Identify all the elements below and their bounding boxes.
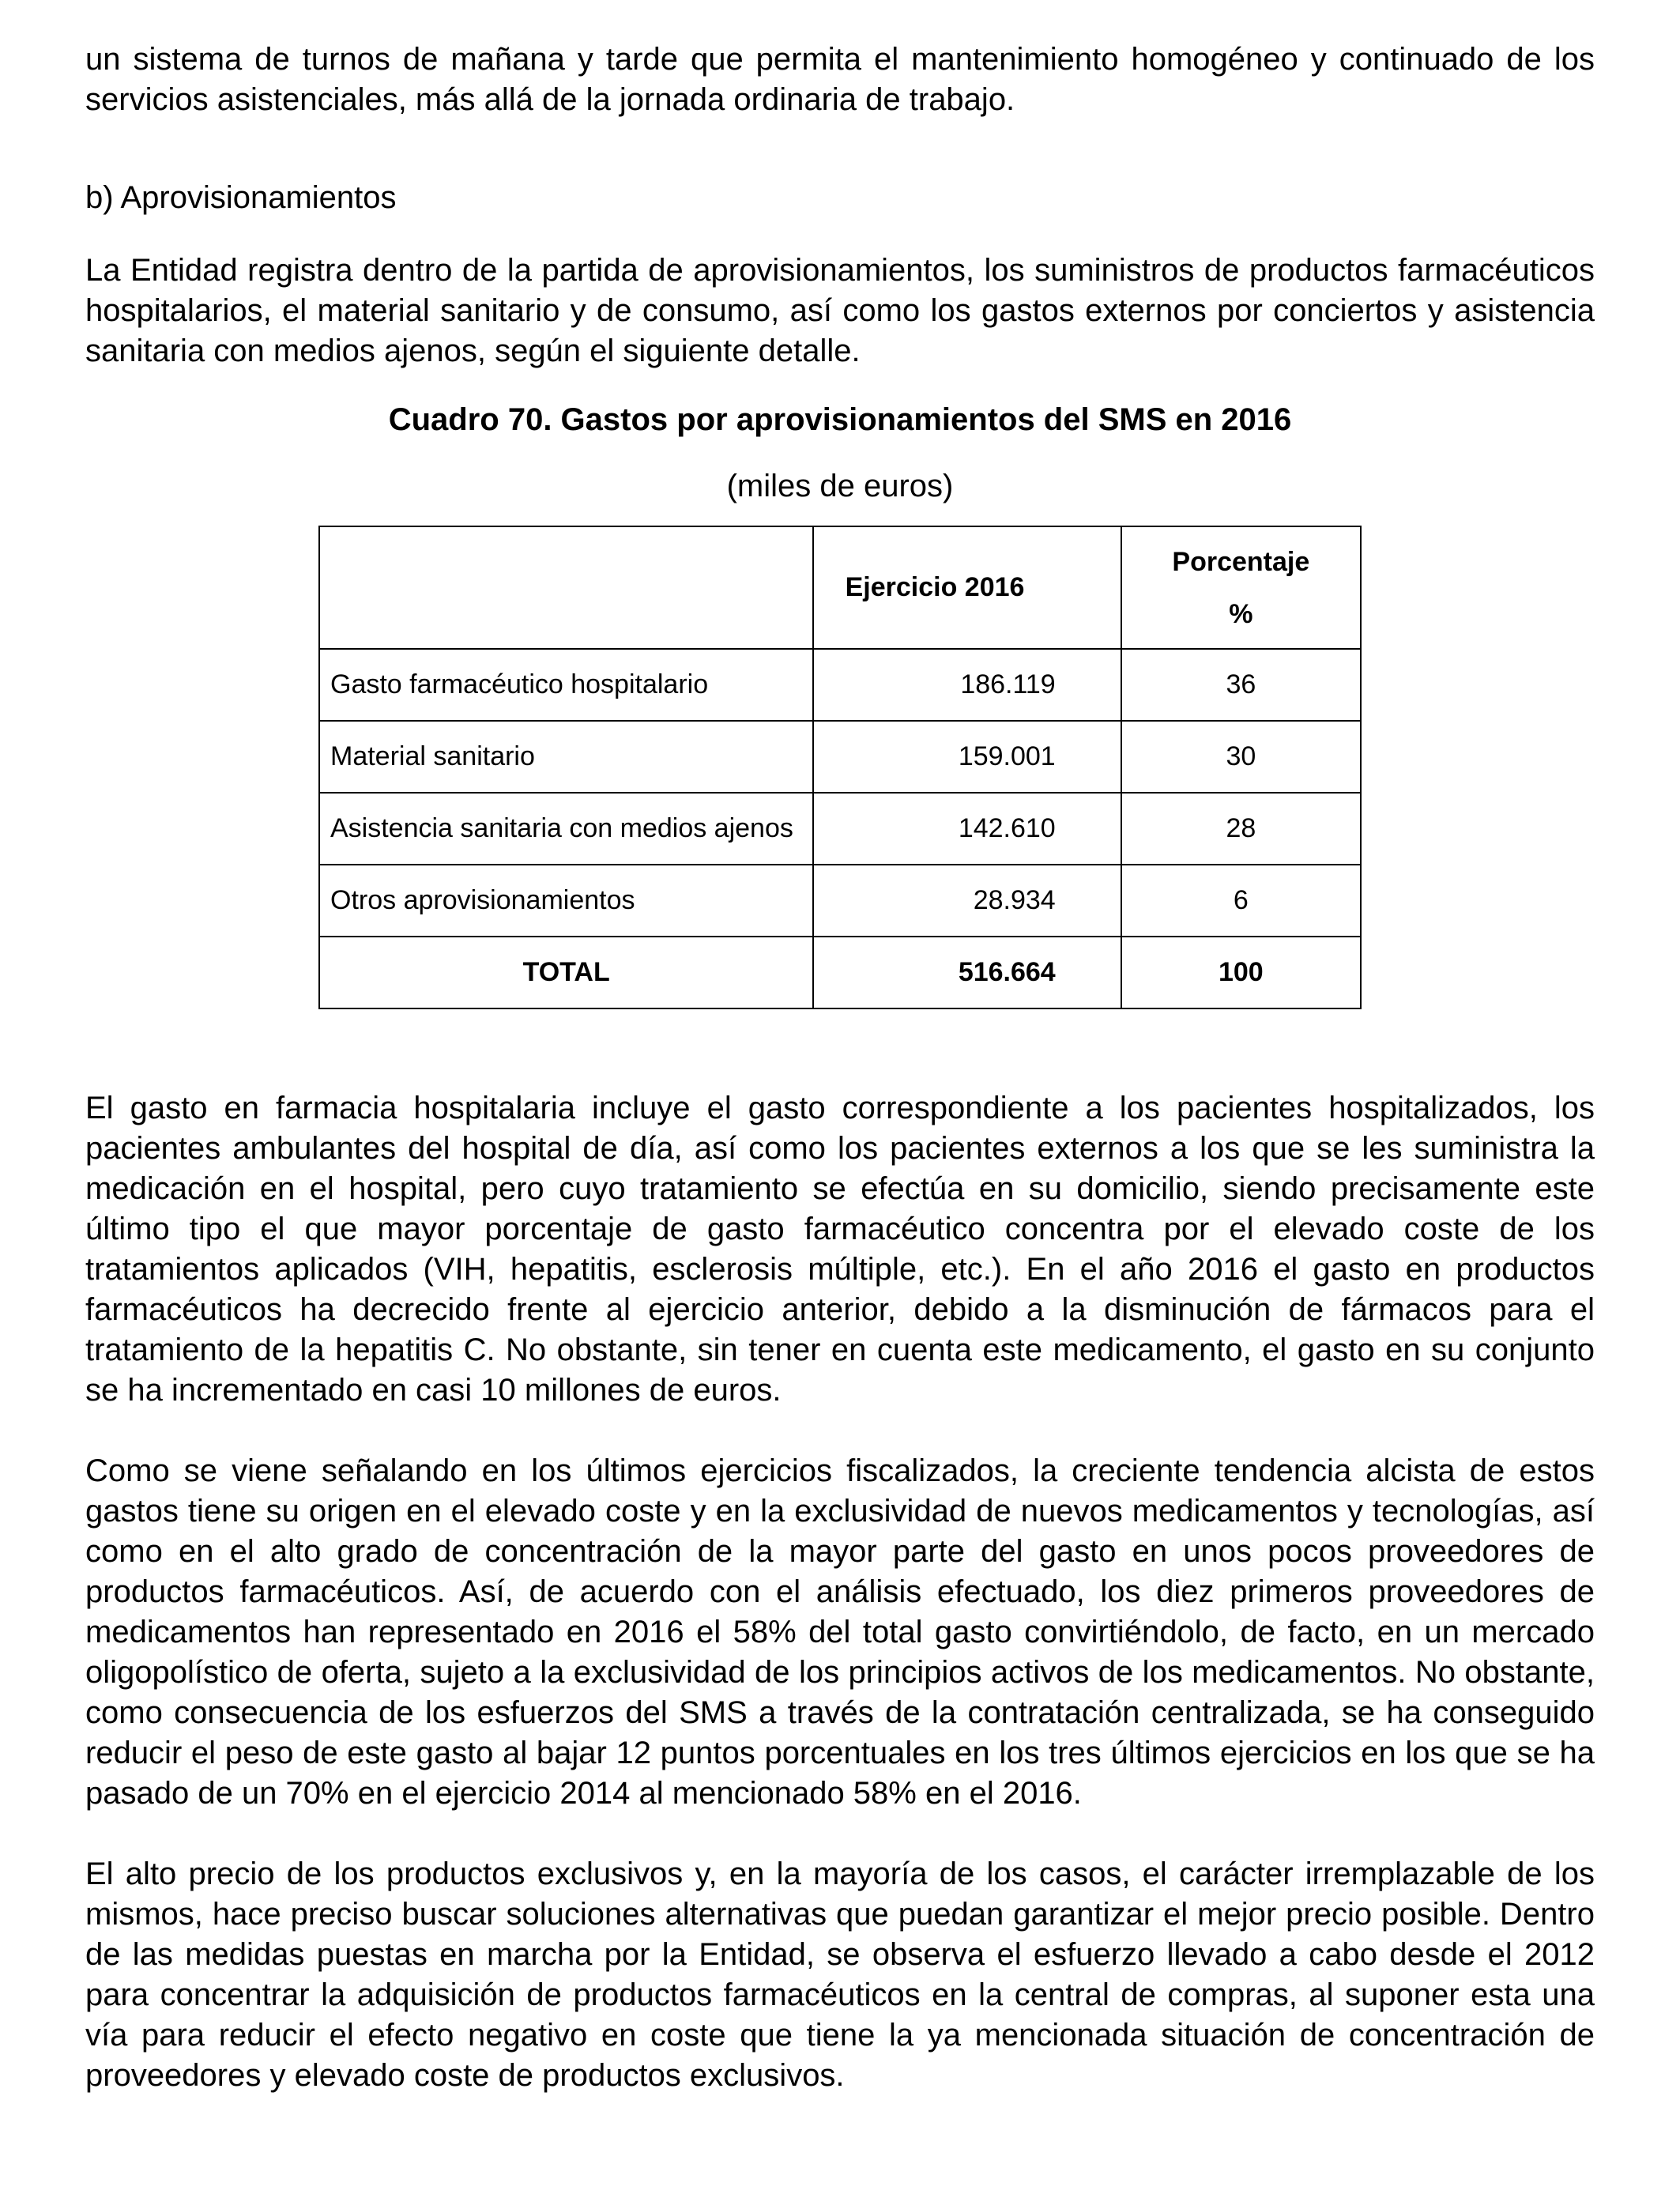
header-value-cell (813, 526, 1121, 649)
table-title: Cuadro 70. Gastos por aprovisionamientos del SMS en 2016 (388, 402, 1292, 437)
header-pct-line1: Porcentaje (1172, 546, 1310, 577)
paragraph-farmacia: El gasto en farmacia hospitalaria incluye el gasto correspondiente a los pacientes hospitalizados, los pacientes ambulantes del hospital de día, así como los pacientes externos a los que se les suministra la medicación en el hospital, pero cuyo tratamiento se efectúa en su domicilio, siendo precisamente este último tipo el que mayor porcentaje de gasto farmacéutico concentra por el elevado coste de los tratamientos aplicados (VIH, hepatitis, esclerosis múltiple, etc.). En el año 2016 el gasto en productos farmacéuticos ha decrecido frente al ejercicio anterior, debido a la disminución de fármacos para el tratamiento de la hepatitis C. No obstante, sin tener en cuenta este medicamento, el gasto en su conjunto se ha incrementado en casi 10 millones de euros. (85, 1091, 1595, 1408)
table-row (319, 793, 1361, 865)
row-pct: 28 (1121, 793, 1361, 865)
table-subtitle: (miles de euros) (726, 469, 954, 503)
document-page (85, 40, 1595, 2096)
table-row (319, 865, 1361, 937)
header-label-cell (319, 526, 813, 649)
table-row (319, 721, 1361, 793)
paragraph-entity: La Entidad registra dentro de la partida de aprovisionamientos, los suministros de productos farmacéuticos hospitalarios, el material sanitario y de consumo, así como los gastos externos por conciertos y asistencia sanitaria con medios ajenos, según el siguiente detalle. (85, 253, 1595, 368)
paragraph-tendencia: Como se viene señalando en los últimos ejercicios fiscalizados, la creciente tendencia alcista de estos gastos tiene su origen en el elevado coste y en la exclusividad de nuevos medicamentos y tecnologías, así como en el alto grado de concentración de la mayor parte del gasto en unos pocos proveedores de productos farmacéuticos. Así, de acuerdo con el análisis efectuado, los diez primeros proveedores de medicamentos han representado en 2016 el 58% del total gasto convirtiéndolo, de facto, en un mercado oligopolístico de oferta, sujeto a la exclusividad de los principios activos de los medicamentos. No obstante, como consecuencia de los esfuerzos del SMS a través de la contratación centralizada, se ha conseguido reducir el peso de este gasto al bajar 12 puntos porcentuales en los tres últimos ejercicios en los que se ha pasado de un 70% en el ejercicio 2014 al mencionado 58% en el 2016. (85, 1453, 1595, 1811)
table-header-row (319, 526, 1361, 649)
table-total-row (319, 937, 1361, 1008)
row-pct: 30 (1121, 721, 1361, 793)
row-label: Material sanitario (319, 721, 813, 793)
section-heading: b) Aprovisionamientos (85, 180, 397, 215)
total-value: 516.664 (813, 937, 1121, 1008)
paragraph-intro: un sistema de turnos de mañana y tarde que permita el mantenimiento homogéneo y continuado de los servicios asistenciales, más allá de la jornada ordinaria de trabajo. (85, 42, 1595, 117)
row-label: Otros aprovisionamientos (319, 865, 813, 937)
row-value: 142.610 (813, 793, 1121, 865)
row-label: Asistencia sanitaria con medios ajenos (319, 793, 813, 865)
row-value: 28.934 (813, 865, 1121, 937)
row-pct: 6 (1121, 865, 1361, 937)
total-pct: 100 (1121, 937, 1361, 1008)
table-row (319, 649, 1361, 721)
header-pct-line2: % (1229, 598, 1253, 629)
row-value: 186.119 (813, 649, 1121, 721)
total-label: TOTAL (319, 937, 813, 1008)
row-label: Gasto farmacéutico hospitalario (319, 649, 813, 721)
row-value: 159.001 (813, 721, 1121, 793)
row-pct: 36 (1121, 649, 1361, 721)
expenses-table (318, 526, 1362, 1009)
paragraph-precio: El alto precio de los productos exclusivos y, en la mayoría de los casos, el carácter irremplazable de los mismos, hace preciso buscar soluciones alternativas que puedan garantizar el mejor precio posible. Dentro de las medidas puestas en marcha por la Entidad, se observa el esfuerzo llevado a cabo desde el 2012 para concentrar la adquisición de productos farmacéuticos en la central de compras, al suponer esta una vía para reducir el efecto negativo en coste que tiene la ya mencionada situación de concentración de proveedores y elevado coste de productos exclusivos. (85, 1857, 1595, 2093)
header-pct-cell (1121, 526, 1361, 649)
header-value-text: Ejercicio 2016 (845, 572, 1025, 602)
